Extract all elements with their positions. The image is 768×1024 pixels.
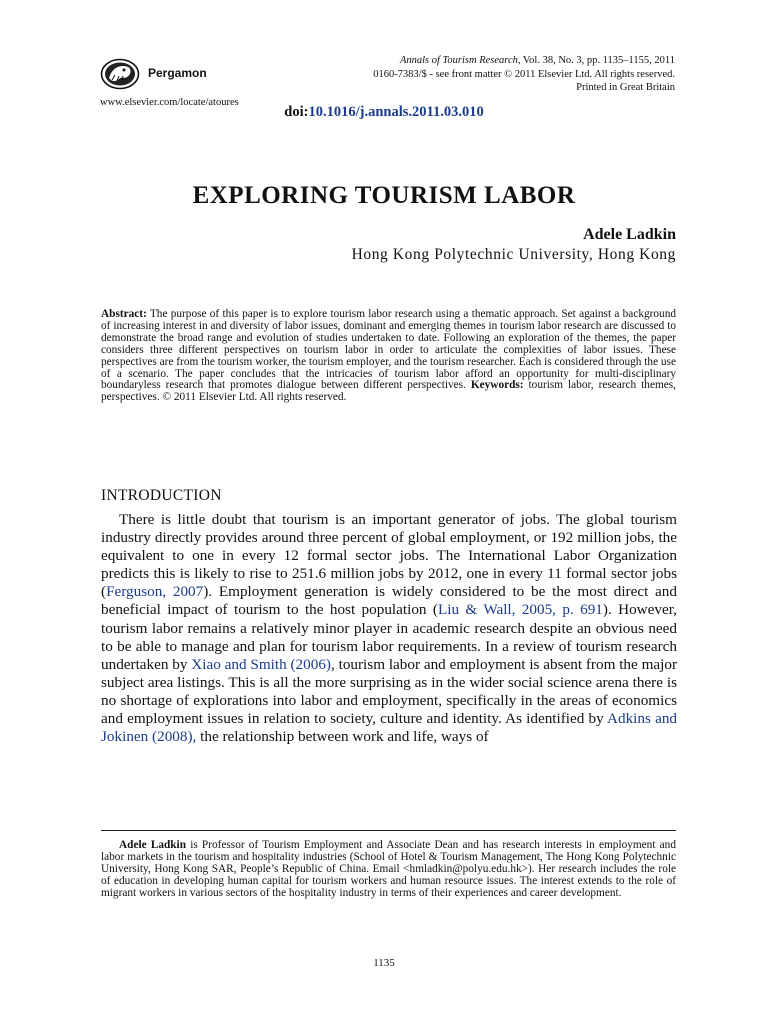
author-name: Adele Ladkin	[583, 226, 676, 243]
footnote-divider	[101, 830, 676, 831]
body-text: ). Employment generation is widely considered to be the most direct and beneficial impact of tourism to the host population (	[101, 583, 677, 619]
pergamon-logo-icon	[100, 58, 140, 90]
citation-link-ferguson[interactable]: Ferguson, 2007	[106, 583, 204, 601]
abstract-label: Abstract:	[101, 308, 147, 320]
footnote-author: Adele Ladkin	[119, 839, 186, 851]
author-affiliation: Hong Kong Polytechnic University, Hong Kong	[351, 246, 676, 263]
journal-citation	[255, 54, 675, 95]
abstract-text: The purpose of this paper is to explore tourism labor research using a thematic approach. Set against a background of increasing interest in and diversity of labor issues, dominant and emerging themes in tourism labor research are discussed to demonstrate the broad range and evolution of studies undertaken to date. Following an exploration of the themes, the paper considers three different perspectives on tourism labor in order to articulate the complexities of labor issues. These perspectives are from the tourism worker, the tourism employer, and the tourism researcher. Each is considered through the use of a scenario. The paper concludes that the intricacies of tourism labor afford an opportunity for multi-disciplinary boundaryless research that promotes dialogue between different perspectives.	[101, 308, 676, 392]
introduction-heading: INTRODUCTION	[101, 487, 222, 504]
introduction-body	[101, 511, 677, 746]
article-title: EXPLORING TOURISM LABOR	[192, 182, 576, 209]
citation-link-adkins-jokinen[interactable]: Adkins and Jokinen (2008),	[101, 710, 678, 746]
printed-line: Printed in Great Britain	[576, 82, 675, 93]
body-text: There is little doubt that tourism is an important generator of jobs. The global tourism industry directly provides around three percent of global employment, or 192 million jobs, the equivalent to one in every 12 formal sector jobs. The International Labor Organization predicts this is likely to rise to 251.6 million jobs by 2012, one in every 11 formal sector jobs (	[101, 511, 677, 601]
body-text: the relationship between work and life, ways of	[196, 728, 489, 746]
page-number: 1135	[373, 957, 395, 969]
footnote-paragraph	[101, 839, 676, 899]
keywords-label: Keywords:	[470, 379, 524, 392]
citation-link-xiao-smith[interactable]: Xiao and Smith (2006)	[191, 655, 331, 673]
keywords-text: tourism labor, research themes, perspectives. © 2011 Elsevier Ltd. All rights reserved.	[101, 379, 676, 404]
author-footnote	[101, 839, 676, 899]
footnote-text: is Professor of Tourism Employment and Associate Dean and has research interests in employment and labor markets in the tourism and hospitality industries (School of Hotel & Tourism Management, The Hong Kong Polytechnic University, Hong Kong SAR, People’s Republic of China. Email <hmladkin@polyu.edu.hk>). Her research includes the role of education in developing human capital for tourism workers and human resource issues. The interest extends to the role of migrant workers in various sectors of the hospitality industry in terms of their experiences and career development.	[101, 839, 676, 899]
abstract	[101, 309, 676, 404]
body-text: ). However, tourism labor remains a relatively minor player in academic research despite an obvious need to be able to manage and plan for tourism labor requirements. In a review of tourism research undertaken by	[101, 601, 677, 673]
doi-link[interactable]	[0, 104, 768, 121]
copyright-line: 0160-7383/$ - see front matter © 2011 Elsevier Ltd. All rights reserved.	[373, 68, 675, 80]
introduction-paragraph	[101, 511, 677, 746]
doi-label: doi:	[284, 104, 309, 120]
citation-link-liu-wall[interactable]: Liu & Wall, 2005, p. 691	[437, 601, 603, 619]
journal-volume: , Vol. 38, No. 3, pp. 1135–1155, 2011	[517, 55, 675, 66]
journal-url[interactable]: www.elsevier.com/locate/atoures	[100, 97, 239, 108]
journal-name: Annals of Tourism Research	[399, 55, 518, 66]
body-text: , tourism labor and employment is absent from the major subject area listings. This is all the more surprising as in the wider social science arena there is no shortage of explorations into labor and employment, specifically in the areas of economics and employment issues in relation to society, culture and identity. As identified by	[101, 655, 678, 728]
publisher-name: Pergamon	[148, 66, 207, 80]
doi-value[interactable]: 10.1016/j.annals.2011.03.010	[308, 104, 484, 120]
